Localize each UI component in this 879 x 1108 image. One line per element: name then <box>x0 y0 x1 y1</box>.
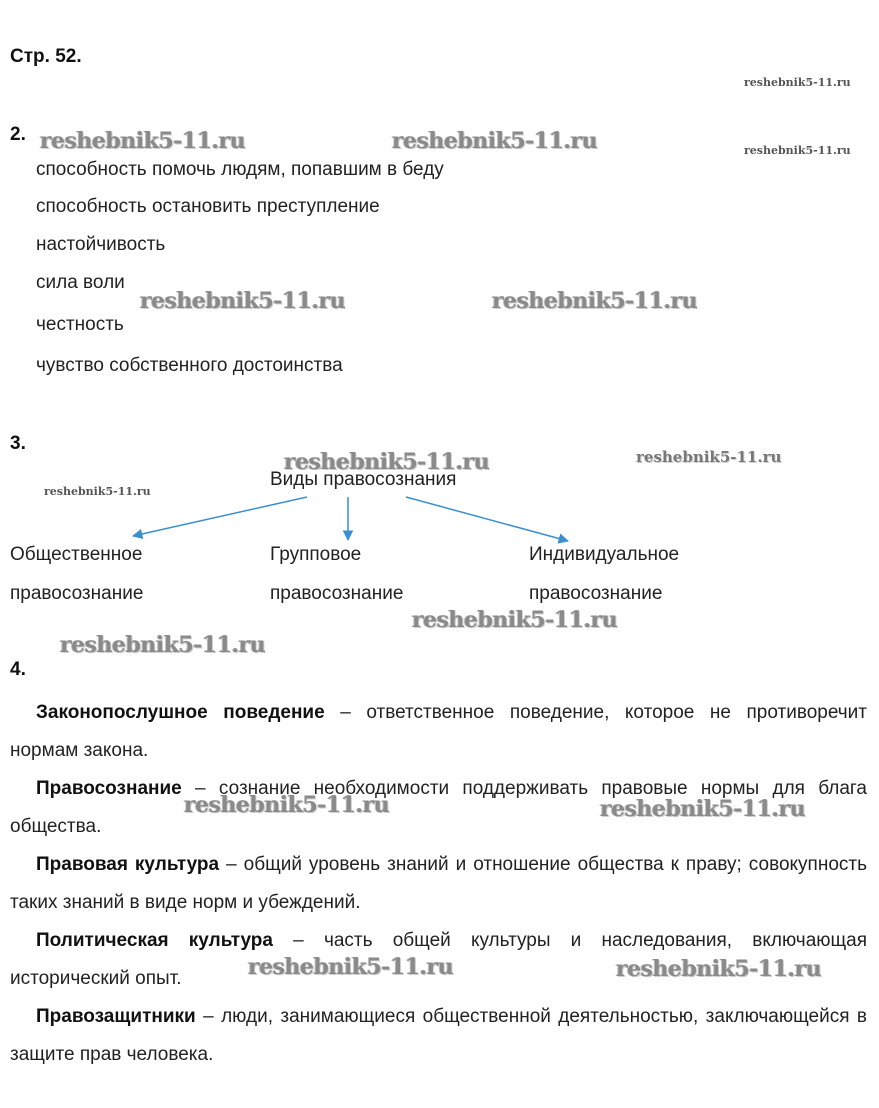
diagram-branch-group-line2: правосознание <box>270 583 404 604</box>
definition-term: Законопослушное поведение <box>36 702 325 723</box>
definition-text: – ответственное поведение, которое не противоречит нормам закона. <box>10 702 867 761</box>
task2-number: 2. <box>10 124 26 145</box>
task4-number: 4. <box>10 659 26 680</box>
page-label: Стр. 52. <box>10 46 82 67</box>
task2-item: настойчивость <box>36 234 166 255</box>
task2-item: чувство собственного достоинства <box>36 355 343 376</box>
watermark: reshebnik5-11.ru <box>44 485 151 498</box>
definition-text: – общий уровень знаний и отношение общества к праву; совокупность таких знаний в виде норм и убеждений. <box>10 854 867 913</box>
task3-number: 3. <box>10 433 26 454</box>
definition-term: Правосознание <box>36 778 182 799</box>
definition <box>10 846 867 922</box>
definition <box>10 694 867 770</box>
watermark: reshebnik5-11.ru <box>492 288 698 314</box>
watermark: reshebnik5-11.ru <box>60 632 266 658</box>
task2-item: способность остановить преступление <box>36 196 380 217</box>
definition-term: Правозащитники <box>36 1006 196 1027</box>
diagram-branch-individual-line2: правосознание <box>529 583 663 604</box>
task2-item: сила воли <box>36 272 125 293</box>
diagram-branch-group: Групповое <box>270 544 362 565</box>
watermark: reshebnik5-11.ru <box>392 128 598 154</box>
definition-text: – часть общей культуры и наследования, включающая исторический опыт. <box>10 930 868 989</box>
watermark: reshebnik5-11.ru <box>184 792 390 818</box>
watermark: reshebnik5-11.ru <box>616 956 822 982</box>
task2-item: способность помочь людям, попавшим в беду <box>36 159 444 180</box>
watermark: reshebnik5-11.ru <box>412 607 618 633</box>
diagram-branch-social: Общественное <box>10 544 143 565</box>
diagram-branch-social-line2: правосознание <box>10 583 144 604</box>
definition-text: – люди, занимающиеся общественной деятельностью, заключающейся в защите прав человека. <box>10 1006 867 1065</box>
watermark: reshebnik5-11.ru <box>636 448 782 466</box>
arrow-left <box>133 497 307 536</box>
task2-item: честность <box>36 314 124 335</box>
definition-term: Политическая культура <box>36 930 273 951</box>
definitions-list <box>10 694 867 1074</box>
watermark: reshebnik5-11.ru <box>744 144 851 157</box>
diagram-branch-individual: Индивидуальное <box>529 544 680 565</box>
watermark: reshebnik5-11.ru <box>248 954 454 980</box>
watermark: reshebnik5-11.ru <box>40 128 246 154</box>
definition-text: – сознание необходимости поддерживать правовые нормы для блага общества. <box>10 778 867 837</box>
diagram-root: Виды правосознания <box>270 469 457 490</box>
watermark: reshebnik5-11.ru <box>600 796 806 822</box>
definition-term: Правовая культура <box>36 854 220 875</box>
definition <box>10 998 867 1074</box>
watermark: reshebnik5-11.ru <box>284 449 490 475</box>
watermark: reshebnik5-11.ru <box>140 288 346 314</box>
arrow-right <box>406 497 568 541</box>
watermark: reshebnik5-11.ru <box>744 76 851 89</box>
